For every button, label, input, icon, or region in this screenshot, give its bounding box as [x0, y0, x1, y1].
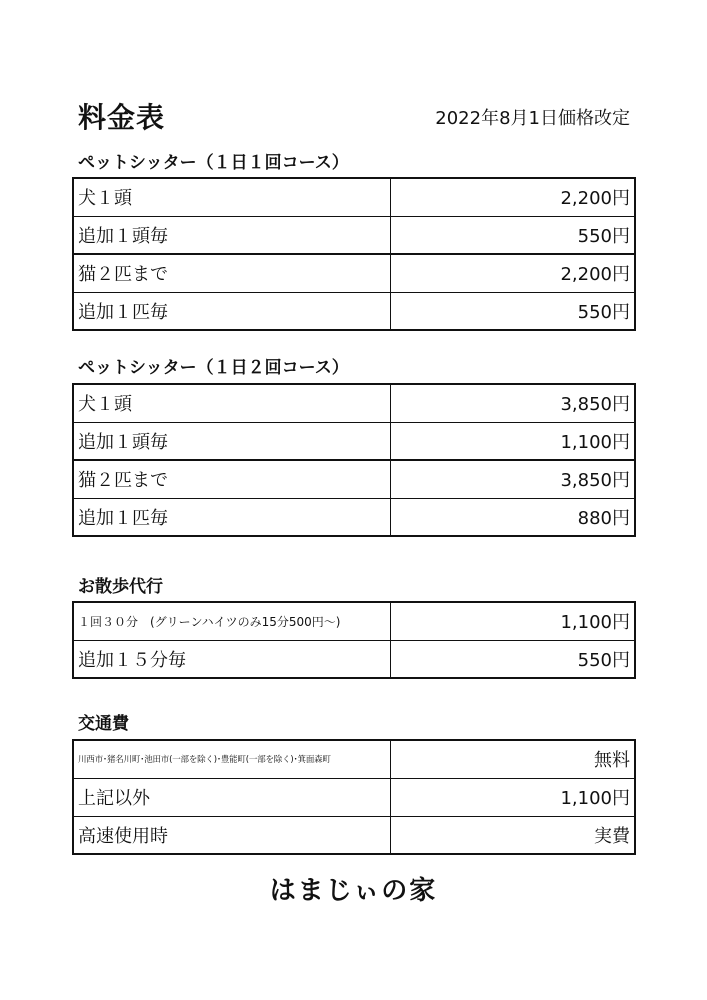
row-label: 追加１５分毎 — [73, 640, 390, 678]
brand-name: はまじぃの家 — [269, 876, 438, 906]
row-label: 犬１頭 — [73, 384, 390, 422]
table-row — [73, 602, 635, 640]
row-label: 川西市･猪名川町･池田市(一部を除く)･豊能町(一部を除く)･箕面森町 — [73, 740, 390, 778]
row-price: 2,200円 — [390, 254, 635, 292]
row-price: 1,100円 — [390, 422, 635, 460]
section-title-sitter-twice: ペットシッター（１日２回コース） — [78, 358, 349, 378]
row-price: 880円 — [390, 498, 635, 536]
section-title-walk: お散歩代行 — [78, 577, 163, 597]
table-row — [73, 816, 635, 854]
row-price: 550円 — [390, 216, 635, 254]
section-title-transport: 交通費 — [78, 714, 129, 734]
row-price: 無料 — [390, 740, 635, 778]
row-price: 550円 — [390, 292, 635, 330]
price-table-sitter-twice — [72, 383, 636, 537]
row-label: 高速使用時 — [73, 816, 390, 854]
table-row — [73, 178, 635, 216]
table-row — [73, 778, 635, 816]
table-row — [73, 640, 635, 678]
row-price: 3,850円 — [390, 460, 635, 498]
row-label: 猫２匹まで — [73, 460, 390, 498]
table-row — [73, 498, 635, 536]
table-row — [73, 460, 635, 498]
row-label: １回３０分 (グリーンハイツのみ15分500円〜) — [73, 602, 390, 640]
row-price: 実費 — [390, 816, 635, 854]
price-table-sitter-once — [72, 177, 636, 331]
page-title: 料金表 — [78, 101, 166, 134]
table-row — [73, 216, 635, 254]
row-price: 550円 — [390, 640, 635, 678]
table-row — [73, 422, 635, 460]
row-price: 1,100円 — [390, 602, 635, 640]
table-row — [73, 254, 635, 292]
row-label: 猫２匹まで — [73, 254, 390, 292]
revision-date: 2022年8月1日価格改定 — [435, 108, 630, 129]
row-label: 追加１頭毎 — [73, 216, 390, 254]
row-label: 追加１頭毎 — [73, 422, 390, 460]
row-label: 追加１匹毎 — [73, 292, 390, 330]
section-title-sitter-once: ペットシッター（１日１回コース） — [78, 153, 349, 173]
row-label: 犬１頭 — [73, 178, 390, 216]
table-row — [73, 384, 635, 422]
row-price: 1,100円 — [390, 778, 635, 816]
table-row — [73, 740, 635, 778]
table-row — [73, 292, 635, 330]
row-label: 上記以外 — [73, 778, 390, 816]
price-table-walk — [72, 601, 636, 679]
price-table-transport — [72, 739, 636, 855]
row-label: 追加１匹毎 — [73, 498, 390, 536]
row-price: 3,850円 — [390, 384, 635, 422]
row-price: 2,200円 — [390, 178, 635, 216]
